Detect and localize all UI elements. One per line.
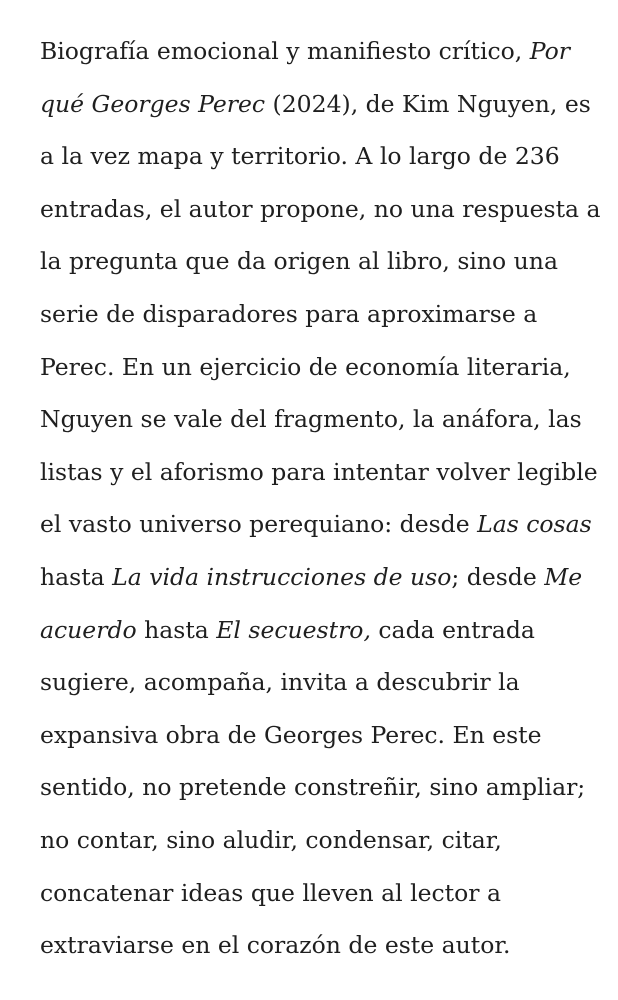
text-run: a la vez mapa y territorio. A lo largo de 236 — [40, 142, 560, 171]
text-run: (2024), de Kim Nguyen, es — [265, 89, 591, 118]
paragraph-line — [40, 709, 600, 762]
text-run: Biografía emocional y manifiesto crítico, — [40, 37, 530, 65]
italic-book-title: Las cosas — [477, 510, 592, 539]
text-run: el vasto universo perequiano: desde — [40, 510, 478, 539]
paragraph-line — [40, 130, 600, 183]
italic-book-title: Me — [544, 562, 583, 591]
text-run: expansiva obra de Georges Perec. En este — [40, 720, 542, 749]
paragraph-line — [40, 25, 600, 78]
italic-book-title: La vida instrucciones de uso — [112, 562, 452, 591]
text-run: serie de disparadores para aproximarse a — [40, 299, 538, 328]
text-run: cada entrada — [370, 615, 535, 644]
text-run: Nguyen se vale del fragmento, la anáfora, las — [40, 405, 582, 434]
paragraph-line — [40, 604, 600, 657]
paragraph-line — [40, 656, 600, 709]
text-run: listas y el aforismo para intentar volver legible — [40, 457, 598, 486]
text-run: ; desde — [451, 562, 545, 591]
paragraph-line — [40, 341, 600, 394]
italic-book-title: Por — [529, 37, 570, 65]
paragraph-line — [40, 235, 600, 288]
paragraph-line — [40, 498, 600, 551]
paragraph-line — [40, 183, 600, 236]
paragraph-line — [40, 393, 600, 446]
italic-book-title: qué Georges Perec — [40, 89, 266, 118]
text-run: Perec. En un ejercicio de economía literaria, — [40, 352, 571, 381]
text-run: concatenar ideas que lleven al lector a — [40, 878, 501, 907]
paragraph-line — [40, 919, 600, 972]
paragraph-line — [40, 551, 600, 604]
text-run: no contar, sino aludir, condensar, citar, — [40, 825, 502, 854]
text-run: sentido, no pretende constreñir, sino ampliar; — [40, 773, 586, 802]
italic-book-title: acuerdo — [40, 615, 137, 644]
text-run: extraviarse en el corazón de este autor. — [40, 931, 511, 960]
paragraph-line — [40, 867, 600, 920]
paragraph-line — [40, 814, 600, 867]
text-run: hasta — [40, 562, 113, 591]
italic-book-title: El secuestro, — [216, 615, 371, 644]
text-run: entradas, el autor propone, no una respuesta a — [40, 194, 601, 223]
paragraph-line — [40, 761, 600, 814]
text-run: sugiere, acompaña, invita a descubrir la — [40, 668, 520, 697]
paragraph-line — [40, 288, 600, 341]
text-run: hasta — [136, 615, 217, 644]
paragraph-line — [40, 78, 600, 131]
paragraph-line — [40, 446, 600, 499]
text-run: la pregunta que da origen al libro, sino una — [40, 247, 558, 276]
article-paragraph — [40, 25, 600, 972]
